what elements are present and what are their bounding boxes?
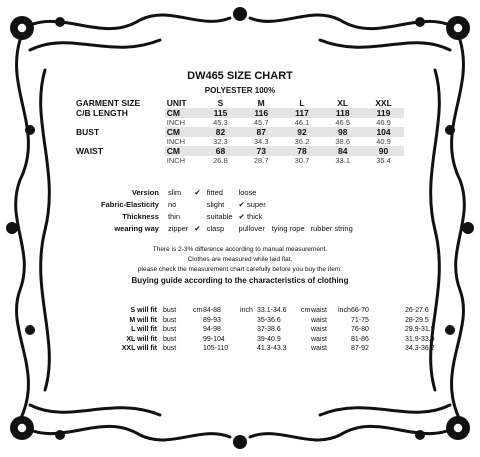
cell: 36.2: [294, 137, 310, 146]
feature-option: suitable: [206, 211, 233, 221]
measurement-notes: [0, 245, 480, 275]
cell: 46.5: [335, 118, 350, 127]
cell: 117: [282, 108, 323, 118]
header-unit: UNIT: [166, 98, 187, 108]
unit-inch: INCH: [166, 118, 186, 127]
cell: 118: [322, 108, 363, 118]
cell: 28.7: [253, 156, 269, 165]
guide-fit: S will fit: [130, 307, 157, 315]
cell: 26.8: [213, 156, 228, 165]
header-size-l: L: [299, 98, 305, 108]
cell: 73: [241, 146, 282, 156]
table-row: [74, 108, 404, 118]
feature-option: loose: [238, 187, 257, 197]
cell: 68: [200, 146, 241, 156]
cell: 92: [282, 127, 323, 137]
cell: 45.7: [253, 118, 269, 127]
header-size-s: S: [217, 98, 224, 108]
note-line: please check the measurement chart carefully before you buy the item.: [137, 266, 343, 273]
guide-row: S will fit bust 84-88 33.1-34.6 waist 66-70 26-27.6: [102, 306, 456, 316]
cell: 87: [241, 127, 282, 137]
unit-inch: INCH: [166, 156, 186, 165]
buying-guide-title: Buying guide according to the characteristics of clothing: [131, 276, 349, 285]
table-row: [74, 156, 404, 165]
note-line: Clothes are measured while laid flat.: [187, 256, 293, 263]
feature-option-with-check: ✔ super: [238, 199, 266, 209]
guide-unit-cm: cm: [301, 307, 311, 314]
cell: 84: [322, 146, 363, 156]
table-row: [74, 137, 404, 146]
feature-row-version: [98, 186, 356, 198]
guide-fit: M will fit: [129, 316, 157, 324]
guide-fit: XL will fit: [126, 335, 157, 343]
feature-option: slim: [167, 187, 182, 197]
buying-guide-table: [102, 306, 456, 354]
cell: 45.3: [213, 118, 228, 127]
unit-cm: CM: [165, 108, 200, 118]
feature-row-wearing-way: [98, 222, 356, 234]
guide-row: XXL will fit bust 105-110 41.3-43.3 waist 87-92 34.3-36.2: [102, 344, 456, 354]
check-icon: ✔: [194, 223, 201, 233]
table-row: [74, 146, 404, 156]
cell: 82: [200, 127, 241, 137]
row-label-bust: BUST: [76, 127, 100, 137]
feature-option: tying rope: [271, 223, 305, 233]
guide-unit-cm: cm: [193, 307, 203, 314]
feature-label: Thickness: [122, 211, 159, 221]
unit-cm: CM: [165, 146, 200, 156]
cell: 78: [282, 146, 323, 156]
feature-label: Fabric-Elasticity: [101, 199, 159, 209]
guide-unit-inch: inch: [338, 307, 351, 314]
row-label-waist: WAIST: [76, 146, 103, 156]
cell: 34.3: [253, 137, 269, 146]
check-icon: ✔: [238, 199, 245, 209]
feature-option: pullover: [238, 223, 265, 233]
header-size-m: M: [257, 98, 265, 108]
guide-row: L will fit bust 94-98 37-38.6 waist 76-80 29.9-31.5: [102, 325, 456, 335]
cell: 40.9: [376, 137, 391, 146]
header-size-xxl: XXL: [375, 98, 392, 108]
cell: 98: [322, 127, 363, 137]
unit-inch: INCH: [166, 137, 186, 146]
chart-title: DW465 SIZE CHART: [187, 70, 293, 82]
table-row: [74, 127, 404, 137]
material-subtitle: POLYESTER 100%: [204, 86, 276, 95]
feature-label: Version: [131, 187, 159, 197]
feature-label: wearing way: [114, 223, 159, 233]
cell: 104: [363, 127, 404, 137]
feature-option: zipper: [167, 223, 189, 233]
cell: 116: [241, 108, 282, 118]
size-table: [74, 98, 404, 165]
guide-fit: L will fit: [131, 326, 157, 334]
feature-option-with-check: ✔ thick: [238, 211, 263, 221]
row-label-cb-length: C/B LENGTH: [76, 108, 128, 118]
features-table: [98, 186, 356, 234]
cell: 90: [363, 146, 404, 156]
feature-row-elasticity: [98, 198, 356, 210]
feature-option: slight: [206, 199, 225, 209]
feature-row-thickness: [98, 210, 356, 222]
cell: 32.3: [213, 137, 228, 146]
cell: 30.7: [294, 156, 310, 165]
guide-unit-inch: inch: [240, 307, 253, 314]
cell: 38.6: [335, 137, 350, 146]
check-icon: ✔: [238, 211, 245, 221]
size-table-header: [74, 98, 404, 108]
check-icon: ✔: [194, 187, 201, 197]
cell: 35.4: [376, 156, 391, 165]
guide-row: XL will fit bust 99-104 39-40.9 waist 81-86 31.9-33.9: [102, 335, 456, 345]
cell: 46.9: [376, 118, 391, 127]
guide-row: M will fit bust 89-93 35-36.6 waist 71-75 28-29.5: [102, 316, 456, 326]
table-row: [74, 118, 404, 127]
feature-option: thin: [167, 211, 181, 221]
cell: 115: [200, 108, 241, 118]
feature-option: clasp: [206, 223, 225, 233]
cell: 119: [363, 108, 404, 118]
unit-cm: CM: [165, 127, 200, 137]
header-size-xl: XL: [337, 98, 349, 108]
cell: 46.1: [294, 118, 310, 127]
note-line: There is 2-3% difference according to manual measurement.: [152, 246, 328, 253]
feature-option: fitted: [206, 187, 223, 197]
feature-option: rubber string: [310, 223, 353, 233]
header-garment-size: GARMENT SIZE: [76, 98, 141, 108]
cell: 33.1: [335, 156, 350, 165]
guide-fit: XXL will fit: [121, 345, 157, 353]
feature-option: no: [167, 199, 177, 209]
